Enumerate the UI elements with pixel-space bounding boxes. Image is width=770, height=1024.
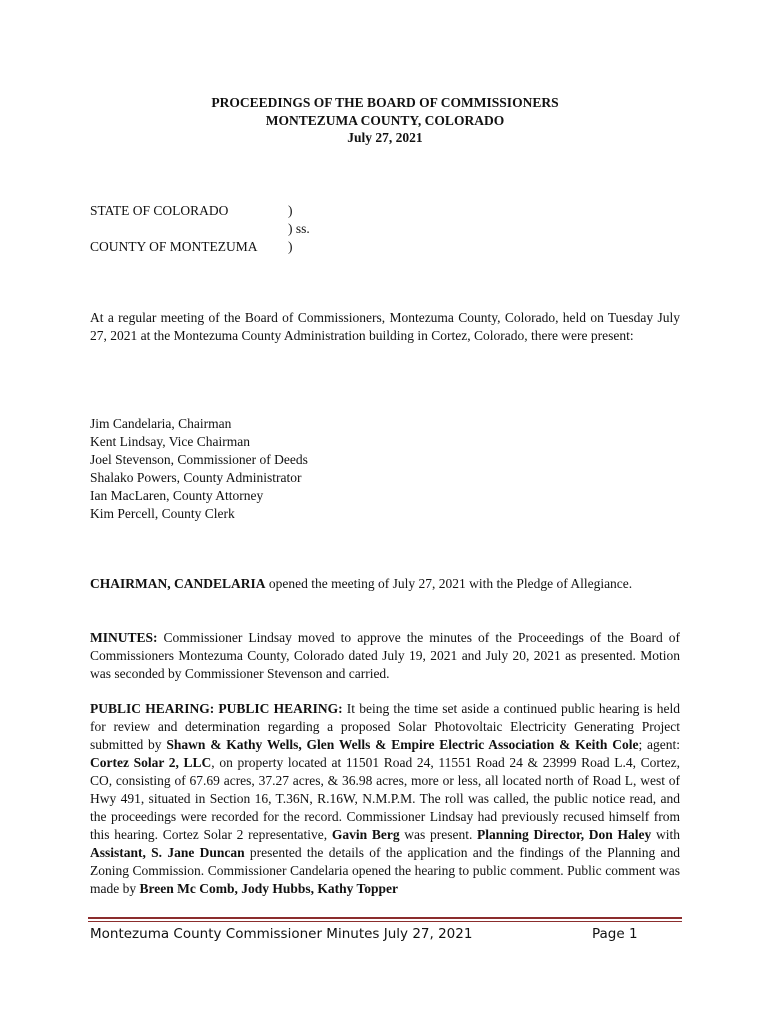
page-number: Page 1	[592, 926, 638, 942]
header-date: July 27, 2021	[347, 130, 423, 145]
intro-paragraph: At a regular meeting of the Board of Commissioners, Montezuma County, Colorado, held on Tuesday July 27, 2021 at the Montezuma County Administration building in Cortez, Colorado, there were present:	[90, 310, 680, 343]
attendee-item: Ian MacLaren, County Attorney	[90, 488, 264, 503]
attendee-item: Jim Candelaria, Chairman	[90, 416, 232, 431]
venue-state: STATE OF COLORADO	[90, 203, 229, 218]
hearing-text: ; agent:	[638, 737, 680, 752]
hearing-text: was present.	[399, 827, 478, 842]
footer-title: Montezuma County Commissioner Minutes July 27, 2021	[90, 926, 473, 942]
hearing-text: with	[651, 827, 680, 842]
public-commenters: Breen Mc Comb, Jody Hubbs, Kathy Topper	[139, 881, 399, 896]
header-county: MONTEZUMA COUNTY, COLORADO	[265, 112, 505, 128]
public-hearing-paragraph	[90, 700, 680, 898]
minutes-label: MINUTES:	[90, 630, 158, 645]
attendee-list	[90, 415, 308, 523]
applicant-names: Shawn & Kathy Wells, Glen Wells & Empire Electric Association & Keith Cole	[166, 737, 639, 752]
venue-ss: ) ss.	[288, 221, 310, 236]
agent-name: Cortez Solar 2, LLC	[90, 755, 212, 770]
representative-name: Gavin Berg	[331, 827, 400, 842]
minutes-text: Commissioner Lindsay moved to approve the minutes of the Proceedings of the Board of Commissioners Montezuma County, Colorado dated July 19, 2021 and July 20, 2021 as presented. Motion was seconded by Commissioner Stevenson and carried.	[90, 630, 680, 681]
chairman-text: opened the meeting of July 27, 2021 with the Pledge of Allegiance.	[265, 576, 633, 591]
hearing-text: , on property located at 11501 Road 24, 11551 Road 24 & 23999 Road L.4, Cortez, CO, consisting of 67.69 acres, 37.27 acres, & 36.98 acres, more or less, all located north of Road L, west of Hwy 491, situated in Section 16, T.36N, R.16W, N.M.P.M. The roll was called, the public notice read, and the proceedings were recorded for the record. Commissioner Lindsay had previously recused himself from this hearing. Cortez Solar 2 representative,	[90, 755, 680, 842]
attendee-item: Shalako Powers, County Administrator	[90, 470, 302, 485]
attendee-item: Kim Percell, County Clerk	[90, 506, 235, 521]
venue-block	[90, 202, 310, 256]
chairman-label: CHAIRMAN, CANDELARIA	[90, 576, 266, 591]
venue-state-paren: )	[288, 203, 293, 218]
footer-rule-thin	[88, 921, 682, 922]
assistant-name: Assistant, S. Jane Duncan	[90, 845, 245, 860]
minutes-paragraph	[90, 629, 680, 683]
attendee-item: Joel Stevenson, Commissioner of Deeds	[90, 452, 308, 467]
venue-county-paren: )	[288, 239, 293, 254]
hearing-text: It being the time set aside a continued public hearing is held for review and determination regarding a proposed Solar Photovoltaic Electricity Generating Project submitted by	[90, 701, 680, 752]
document-header	[0, 94, 770, 147]
planning-director-name: Planning Director, Don Haley	[477, 827, 652, 842]
chairman-paragraph	[90, 575, 680, 593]
venue-county: COUNTY OF MONTEZUMA	[90, 239, 258, 254]
header-title: PROCEEDINGS OF THE BOARD OF COMMISSIONERS	[211, 95, 559, 110]
hearing-label: PUBLIC HEARING: PUBLIC HEARING:	[90, 701, 343, 716]
footer-rule	[88, 917, 682, 919]
attendee-item: Kent Lindsay, Vice Chairman	[90, 434, 251, 449]
hearing-text: presented the details of the application and the findings of the Planning and Zoning Commission. Commissioner Candelaria opened the hearing to public comment. Public comment was made by	[90, 845, 680, 896]
